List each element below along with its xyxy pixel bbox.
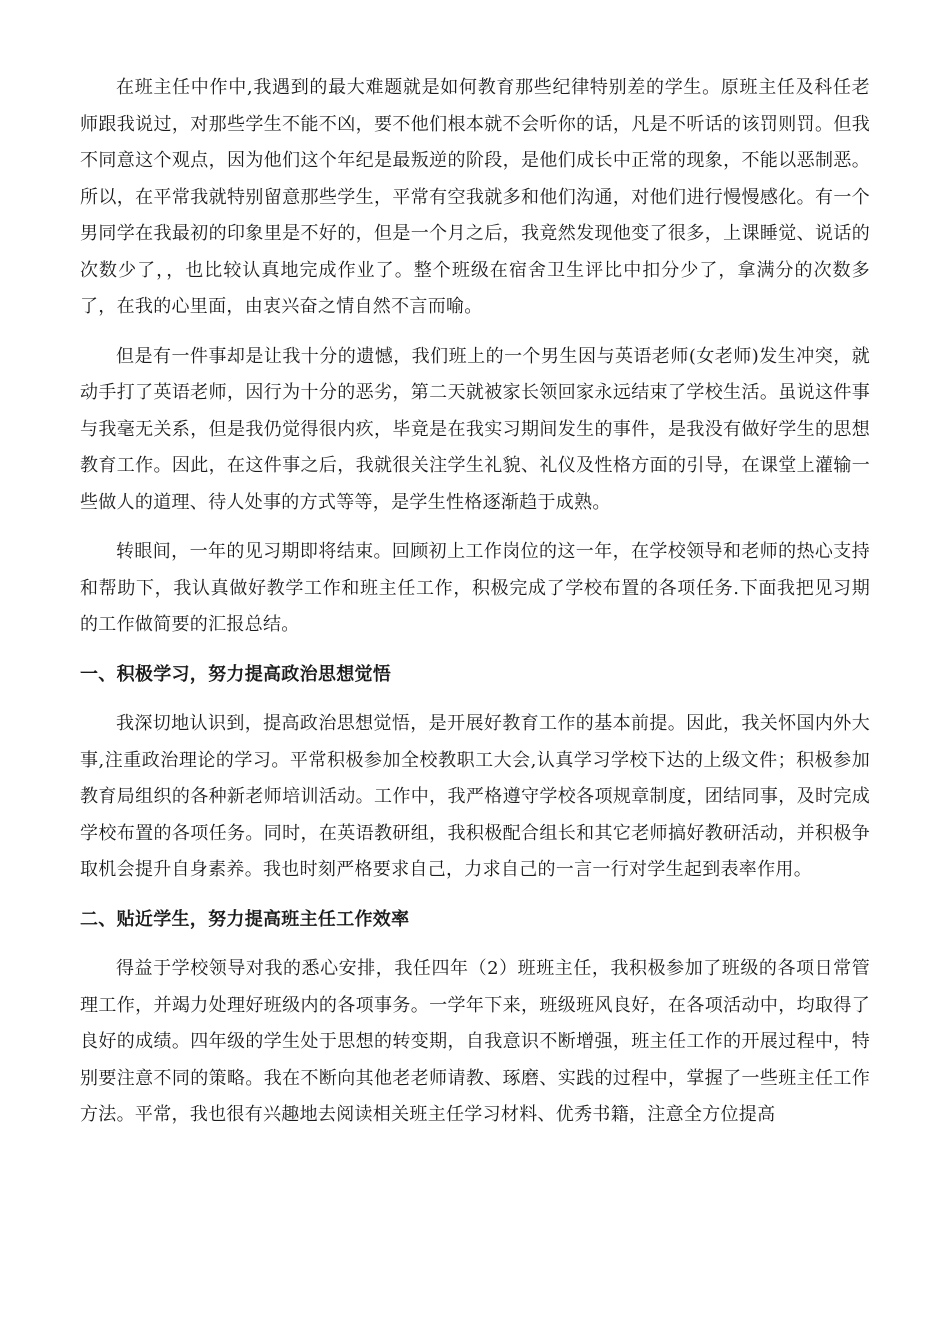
paragraph-class-teacher-work: 得益于学校领导对我的悉心安排，我任四年（2）班班主任，我积极参加了班级的各项日常管理工作，并竭力处理好班级内的各项事务。一学年下来，班级班风良好，在各项活动中，均取得了良好的成绩。四年级的学生处于思想的转变期，自我意识不断增强，班主任工作的开展过程中，特别要注意不同的策略。我在不断向其他老老师请教、琢磨、实践的过程中，掌握了一些班主任工作方法。平常，我也很有兴趣地去阅读相关班主任学习材料、优秀书籍，注意全方位提高 bbox=[80, 958, 870, 1125]
section-heading-class-teacher-work: 二、贴近学生，努力提高班主任工作效率 bbox=[80, 908, 410, 930]
paragraph-classroom-discipline: 在班主任中作中,我遇到的最大难题就是如何教育那些纪律特别差的学生。原班主任及科任老师跟我说过，对那些学生不能不凶，要不他们根本就不会听你的话，凡是不听话的该罚则罚。但我不同意这个观点，因为他们这个年纪是最叛逆的阶段，是他们成长中正常的现象，不能以恶制恶。所以，在平常我就特别留意那些学生，平常有空我就多和他们沟通，对他们进行慢慢感化。有一个男同学在我最初的印象里是不好的，但是一个月之后，我竟然发现他变了很多，上课睡觉、说话的次数少了，，也比较认真地完成作业了。整个班级在宿舍卫生评比中扣分少了，拿满分的次数多了，在我的心里面，由衷兴奋之情自然不言而喻。 bbox=[80, 77, 870, 317]
paragraph-internship-summary-intro: 转眼间，一年的见习期即将结束。回顾初上工作岗位的这一年，在学校领导和老师的热心支持和帮助下，我认真做好教学工作和班主任工作，积极完成了学校布置的各项任务.下面我把见习期的工作做简要的汇报总结。 bbox=[80, 541, 870, 635]
document-page bbox=[80, 70, 870, 1147]
paragraph-regret-incident: 但是有一件事却是让我十分的遗憾，我们班上的一个男生因与英语老师(女老师)发生冲突，就动手打了英语老师，因行为十分的恶劣，第二天就被家长领回家永远结束了学校生活。虽说这件事与我毫无关系，但是我仍觉得很内疚，毕竟是在我实习期间发生的事件，是我没有做好学生的思想教育工作。因此，在这件事之后，我就很关注学生礼貌、礼仪及性格方面的引导，在课堂上灌输一些做人的道理、待人处事的方式等等，是学生性格逐渐趋于成熟。 bbox=[80, 345, 870, 513]
paragraph-political-study: 我深切地认识到，提高政治思想觉悟，是开展好教育工作的基本前提。因此，我关怀国内外大事,注重政治理论的学习。平常积极参加全校教职工大会,认真学习学校下达的上级文件；积极参加教育局组织的各种新老师培训活动。工作中，我严格遵守学校各项规章制度，团结同事，及时完成学校布置的各项任务。同时，在英语教研组，我积极配合组长和其它老师搞好教研活动，并积极争取机会提升自身素养。我也时刻严格要求自己，力求自己的一言一行对学生起到表率作用。 bbox=[80, 713, 870, 880]
section-heading-political-study: 一、积极学习，努力提高政治思想觉悟 bbox=[80, 663, 392, 685]
